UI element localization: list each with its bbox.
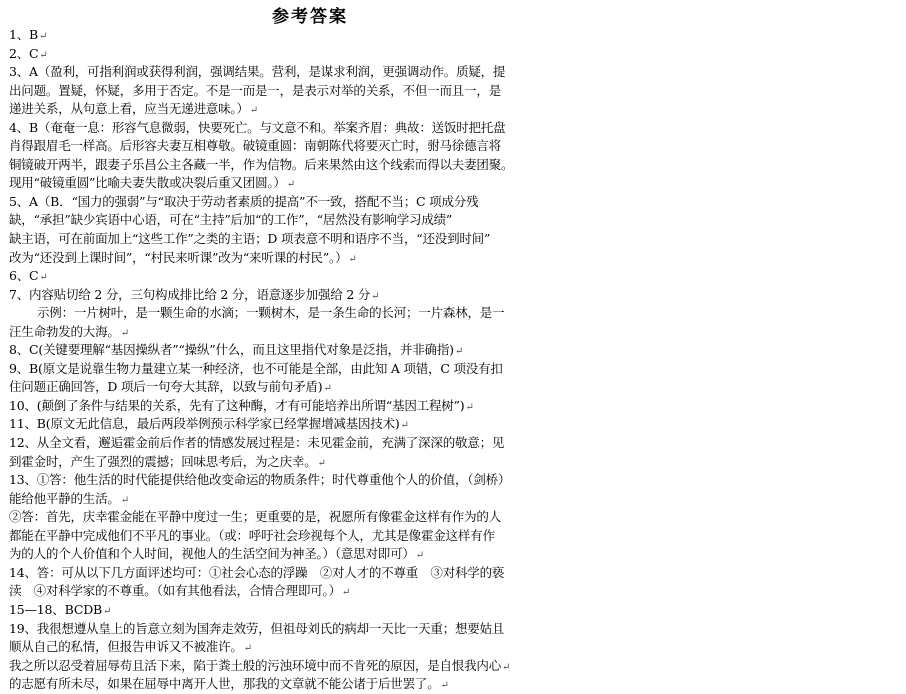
paragraph-mark-icon: ↵ [39, 31, 48, 42]
answer-line-text: 到霍金时，产生了强烈的震撼；回味思考后，为之庆幸。 [9, 453, 317, 469]
answer-line [9, 156, 569, 175]
answer-line-text: 改为“还没到上课时间”，“村民来听课”改为“来听课的村民”。） [9, 249, 348, 265]
paragraph-mark-icon: ↵ [348, 253, 357, 265]
answer-line-text: 10、(颠倒了条件与结果的关系，先有了这种酶，才有可能培养出所谓“基因工程树”) [9, 397, 465, 413]
answer-line [9, 638, 569, 657]
answer-line [9, 397, 569, 416]
answer-line [9, 63, 569, 82]
answer-line [9, 174, 569, 193]
paragraph-mark-icon: ↵ [371, 290, 380, 302]
answer-line-text: 14、答：可从以下几方面评述均可：①社会心态的浮躁 ②对人才的不尊重 ③对科学的亵 [9, 564, 505, 580]
answer-line-text: 4、B（奄奄一息：形容气息微弱，快要死亡。与文意不和。举案齐眉：典故：送饭时把托盘 [9, 119, 506, 135]
answer-line-text: 铜镜破开两半，跟妻子乐昌公主各藏一半，作为信物。后来果然由这个线索而得以夫妻团聚。 [9, 156, 514, 172]
answer-line [9, 545, 569, 564]
answer-line [9, 360, 569, 379]
answer-line-text: 7、内容贴切给 2 分，三句构成排比给 2 分，语意逐步加强给 2 分 [9, 286, 371, 302]
paragraph-mark-icon: ↵ [454, 346, 464, 358]
answer-line [9, 137, 569, 156]
answer-line [9, 675, 569, 694]
answer-line-text: 12、从全文看，邂逅霍金前后作者的情感发展过程是：未见霍金前，充满了深深的敬意；见 [9, 435, 505, 451]
answer-line-text: 5、A（B．“国力的强弱”与“取决于劳动者素质的提高”不一致，搭配不当；C 项成分残 [9, 193, 479, 209]
answer-line [9, 527, 569, 546]
answer-line-text: 现用“破镜重圆”比喻夫妻失散或决裂后重又团圆。） [9, 175, 286, 191]
paragraph-mark-icon: ↵ [400, 420, 409, 432]
answer-line-text: 缺主语，可在前面加上“这些工作”之类的主语；D 项表意不明和语序不当，“还没到时间” [9, 231, 491, 247]
answer-line-text: 2、C [9, 45, 39, 61]
answer-line [9, 26, 569, 45]
answer-line-text: 11、B(原文无此信息，最后两段举例预示科学家已经掌握增减基因技术) [9, 416, 400, 432]
answer-line [9, 453, 569, 472]
answer-line-text: 6、C [9, 268, 39, 284]
answer-line-text: 我之所以忍受着屈辱苟且活下来，陷于粪土般的污浊环境中而不肯死的原因，是自恨我内心 [9, 657, 502, 673]
answer-line [9, 304, 569, 323]
answer-line-text: 顺从自己的私情，但报告申诉又不被准许。 [9, 639, 243, 655]
answer-line-text: 能给他平静的生活。 [9, 490, 120, 506]
paragraph-mark-icon: ↵ [502, 661, 511, 673]
answer-line-text: 出问题。置疑，怀疑，多用于否定。不是一而是一，是表示对举的关系，不但一而且一，是 [9, 82, 502, 98]
answer-line-text: 为的人的个人价值和个人时间，视他人的生活空间为神圣。）（意思对即可） [9, 546, 415, 562]
answer-line-text: 示例：一片树叶，是一颗生命的水滴；一颗树木，是一条生命的长河；一片森林，是一 [37, 305, 505, 321]
answer-line [9, 230, 569, 249]
answer-line [9, 601, 569, 620]
answer-line [9, 341, 569, 360]
answer-line-text: 的志愿有所未尽，如果在屈辱中离开人世，那我的文章就不能公诸于后世罢了。 [9, 676, 440, 692]
answer-key-body [9, 26, 569, 694]
answer-line [9, 82, 569, 101]
answer-line [9, 582, 569, 601]
answer-line-text: 9、B(原文是说靠生物力量建立某一种经济，也不可能是全部，由此知 A 项错，C 项没有扣 [9, 360, 503, 376]
answer-line-text: 递进关系，从句意上看，应当无递进意味。） [9, 101, 249, 117]
answer-line-text: 肖得跟眉毛一样高。后形容夫妻互相尊敬。破镜重圆：南朝陈代将要灭亡时，驸马徐德言将 [9, 138, 502, 154]
answer-line [9, 378, 569, 397]
answer-line [9, 193, 569, 212]
page-title: 参考答案 [272, 7, 348, 27]
answer-line [9, 434, 569, 453]
answer-line-text: 15—18、BCDB [9, 601, 103, 617]
paragraph-mark-icon: ↵ [286, 179, 295, 191]
paragraph-mark-icon: ↵ [440, 680, 449, 692]
answer-line [9, 286, 569, 305]
paragraph-mark-icon: ↵ [317, 457, 326, 469]
paragraph-mark-icon: ↵ [341, 587, 351, 599]
answer-line [9, 490, 569, 509]
paragraph-mark-icon: ↵ [39, 49, 48, 61]
paragraph-mark-icon: ↵ [323, 383, 332, 395]
answer-line [9, 267, 569, 286]
paragraph-mark-icon: ↵ [415, 550, 424, 562]
answer-line [9, 564, 569, 583]
paragraph-mark-icon: ↵ [103, 605, 112, 617]
answer-line-text: 19、我很想遵从皇上的旨意立刻为国奔走效劳，但祖母刘氏的病却一天比一天重；想要姑且 [9, 620, 505, 636]
answer-line [9, 100, 569, 119]
answer-line [9, 415, 569, 434]
answer-line-text: 汪生命勃发的大海。 [9, 323, 120, 339]
paragraph-mark-icon: ↵ [465, 401, 474, 413]
answer-line-text: 都能在平静中完成他们不平凡的事业。（或：呼吁社会珍视每个人，尤其是像霍金这样有作 [9, 527, 495, 543]
answer-line-text: 1、B [9, 27, 39, 42]
answer-line [9, 45, 569, 64]
answer-line-text: 缺，“承担”缺少宾语中心语，可在“主持”后加“的工作”，“居然没有影响学习成绩” [9, 212, 453, 228]
answer-line [9, 249, 569, 268]
answer-line [9, 323, 569, 342]
paragraph-mark-icon: ↵ [249, 105, 258, 117]
answer-line [9, 508, 569, 527]
paragraph-mark-icon: ↵ [120, 494, 129, 506]
answer-line [9, 657, 569, 676]
answer-line-text: 13、①答：他生活的时代能提供给他改变命运的物质条件；时代尊重他个人的价值，（剑桥） [9, 472, 511, 488]
paragraph-mark-icon: ↵ [120, 327, 129, 339]
paragraph-mark-icon: ↵ [39, 272, 48, 284]
answer-line [9, 471, 569, 490]
answer-line [9, 119, 569, 138]
answer-line-text: ②答：首先，庆幸霍金能在平静中度过一生；更重要的是，祝愿所有像霍金这样有作为的人 [9, 509, 502, 525]
answer-line-text: 住问题正确回答，D 项后一句夸大其辞，以致与前句矛盾) [9, 379, 323, 395]
answer-line-text: 3、A（盈利，可指利润或获得利润，强调结果。营利，是谋求利润，更强调动作。质疑，提 [9, 64, 506, 80]
paragraph-mark-icon: ↵ [243, 643, 252, 655]
answer-line-text: 渎 ④对科学家的不尊重。（如有其他看法，合情合理即可。） [9, 583, 341, 599]
answer-line-text: 8、C(关键要理解“基因操纵者”“操纵”什么，而且这里指代对象是泛指，并非确指) [9, 342, 454, 358]
answer-line [9, 211, 569, 230]
answer-line [9, 620, 569, 639]
